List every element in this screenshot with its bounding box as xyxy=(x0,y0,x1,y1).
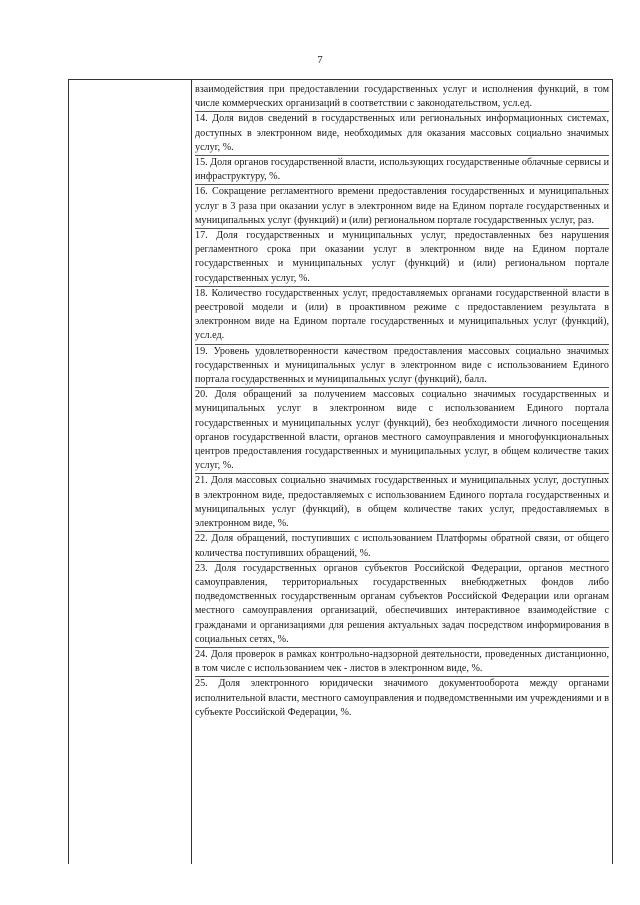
indicator-item: 20. Доля обращений за получением массовых социально значимых государственных и муниципальных услуг в электронном виде с использованием Единого портала государственных и муниципальных услуг (функций), без необходимости личного посещения органов государственной власти, органов местного самоуправления и многофункциональных центров предоставления государственных и муниципальных услуг, в общем количестве таких услуг, %. xyxy=(195,388,609,474)
indicator-item: 18. Количество государственных услуг, предоставляемых органами государственной власти в реестровой модели и (или) в проактивном режиме с предоставлением результата в электронном виде на Едином портале государственных и муниципальных услуг (функций), усл.ед. xyxy=(195,287,609,345)
indicator-item: 24. Доля проверок в рамках контрольно-надзорной деятельности, проведенных дистанционно, в том числе с использованием чек - листов в электронном виде, %. xyxy=(195,648,609,677)
indicator-item: 21. Доля массовых социально значимых государственных и муниципальных услуг, доступных в электронном виде, предоставляемых с использованием Единого портала государственных и муниципальных услуг (функций), в общем количестве таких услуг, предоставляемых в электронном виде, %. xyxy=(195,474,609,532)
document-table xyxy=(68,79,613,864)
page-number: 7 xyxy=(317,54,323,66)
indicator-item: 14. Доля видов сведений в государственных или региональных информационных системах, доступных в электронном виде, необходимых для оказания массовых социально значимых услуг, %. xyxy=(195,112,609,156)
indicator-item: 19. Уровень удовлетворенности качеством предоставления массовых социально значимых государственных и муниципальных услуг в электронном виде с использованием Единого портала государственных и муниципальных услуг (функций), балл. xyxy=(195,345,609,389)
indicators-list xyxy=(195,83,609,720)
indicator-item: 15. Доля органов государственной власти, использующих государственные облачные сервисы и инфраструктуру, %. xyxy=(195,156,609,185)
indicator-item: взаимодействия при предоставлении государственных услуг и исполнения функций, в том числе коммерческих организаций в соответствии с законодательством, усл.ед. xyxy=(195,83,609,112)
column-divider xyxy=(191,80,192,864)
indicator-item: 25. Доля электронного юридически значимого документооборота между органами исполнительной власти, местного самоуправления и подведомственными им учреждениями и в субъекте Российской Федерации, %. xyxy=(195,678,609,718)
indicator-item: 17. Доля государственных и муниципальных услуг, предоставленных без нарушения регламентного срока при оказании услуг в электронном виде на Едином портале государственных и муниципальных услуг (функций) и (или) региональном портале государственных услуг, %. xyxy=(195,229,609,287)
indicator-item: 22. Доля обращений, поступивших с использованием Платформы обратной связи, от общего количества поступивших обращений, %. xyxy=(195,532,609,561)
indicator-item: 16. Сокращение регламентного времени предоставления государственных и муниципальных услуг в 3 раза при оказании услуг в электронном виде на Едином портале государственных и муниципальных услуг (функций) и (или) региональном портале государственных услуг, раз. xyxy=(195,185,609,229)
indicator-item: 23. Доля государственных органов субъектов Российской Федерации, органов местного самоуправления, территориальных государственных внебюджетных фондов либо подведомственных государственным органам субъектов Российской Федерации или органам местного самоуправления организаций, обеспечивших интерактивное взаимодействие с гражданами и организациями для решения актуальных задач посредством информирования в социальных сетях, %. xyxy=(195,562,609,648)
